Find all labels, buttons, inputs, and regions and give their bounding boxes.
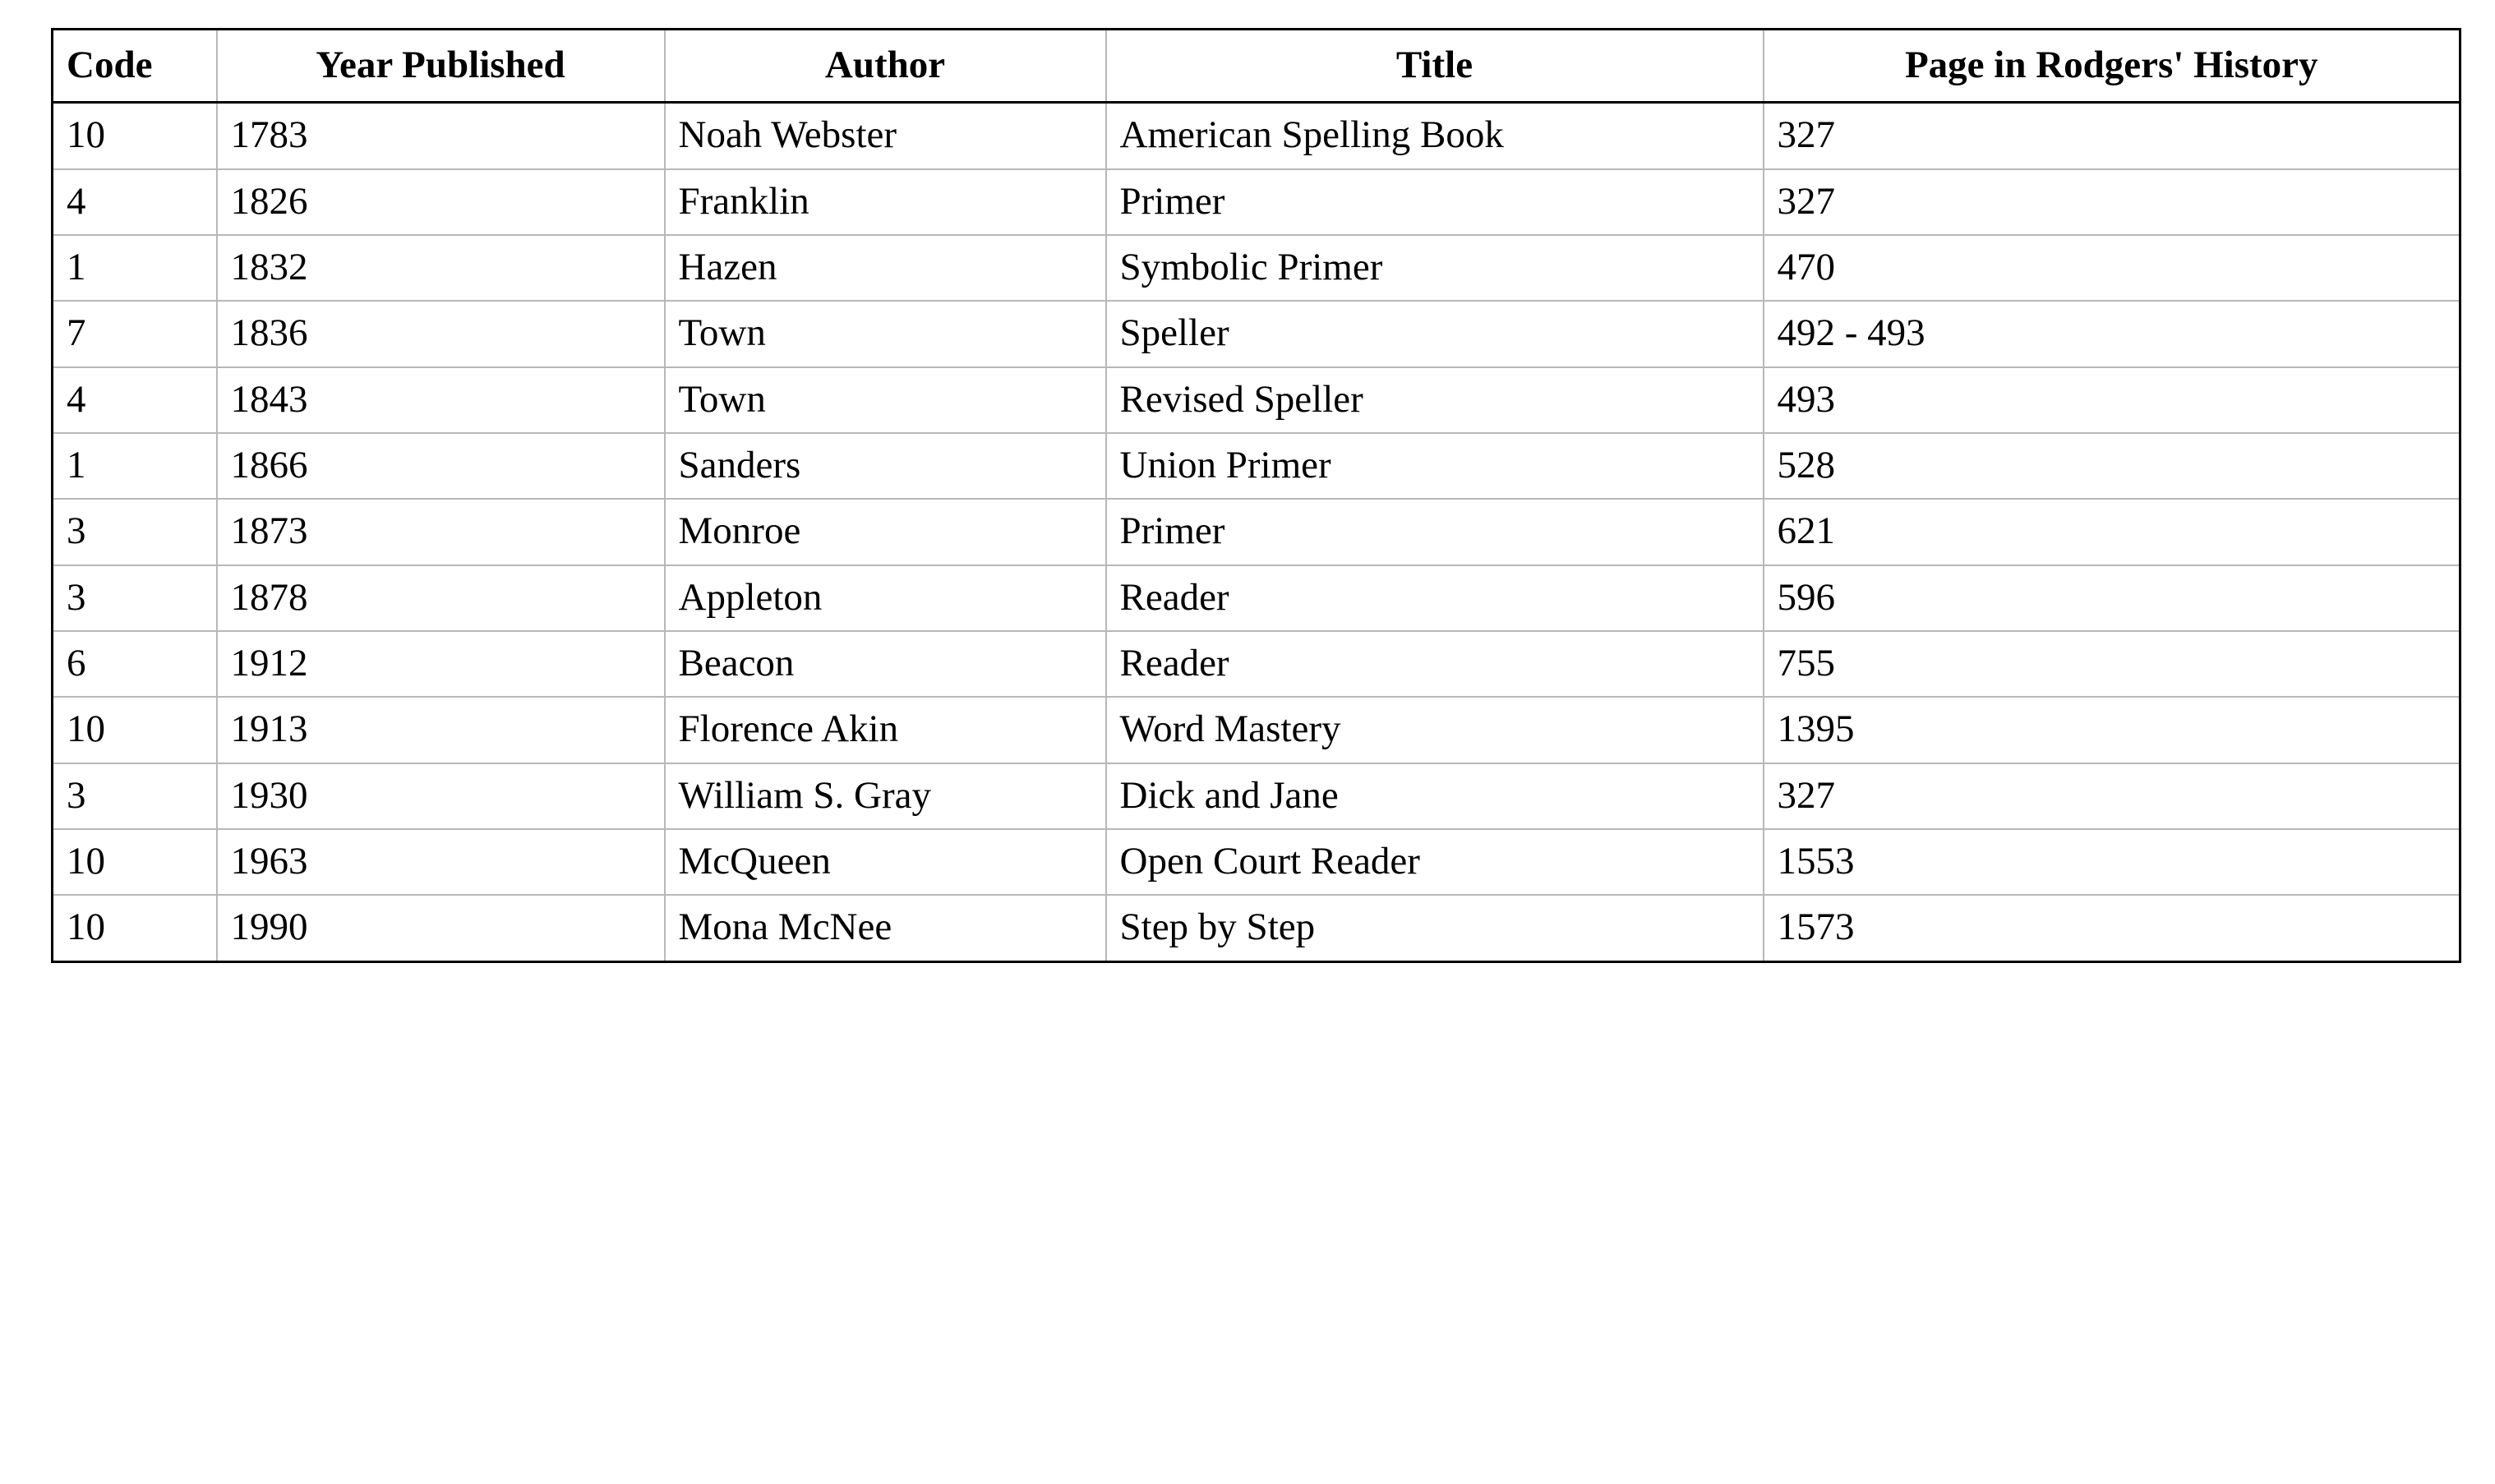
cell-title: American Spelling Book	[1106, 103, 1764, 169]
cell-code: 10	[53, 103, 217, 169]
table-row	[53, 367, 2460, 433]
cell-page: 327	[1764, 103, 2460, 169]
cell-year: 1843	[217, 367, 665, 433]
cell-year: 1913	[217, 697, 665, 763]
cell-year: 1930	[217, 763, 665, 829]
cell-page: 596	[1764, 565, 2460, 631]
column-header-title: Title	[1106, 30, 1764, 103]
cell-title: Step by Step	[1106, 895, 1764, 961]
cell-title: Open Court Reader	[1106, 829, 1764, 895]
cell-author: Beacon	[665, 631, 1106, 697]
cell-code: 10	[53, 829, 217, 895]
cell-page: 1395	[1764, 697, 2460, 763]
cell-author: Sanders	[665, 433, 1106, 499]
table-row	[53, 499, 2460, 565]
table-row	[53, 103, 2460, 169]
cell-author: Appleton	[665, 565, 1106, 631]
column-header-code: Code	[53, 30, 217, 103]
cell-title: Speller	[1106, 301, 1764, 366]
cell-code: 3	[53, 499, 217, 565]
cell-author: McQueen	[665, 829, 1106, 895]
cell-code: 10	[53, 895, 217, 961]
cell-year: 1912	[217, 631, 665, 697]
cell-page: 1573	[1764, 895, 2460, 961]
table-row	[53, 763, 2460, 829]
cell-title: Revised Speller	[1106, 367, 1764, 433]
table-row	[53, 631, 2460, 697]
table-row	[53, 433, 2460, 499]
table-row	[53, 235, 2460, 301]
cell-code: 7	[53, 301, 217, 366]
cell-page: 493	[1764, 367, 2460, 433]
reading-textbooks-table	[51, 28, 2461, 963]
cell-author: Town	[665, 301, 1106, 366]
cell-page: 755	[1764, 631, 2460, 697]
cell-author: Hazen	[665, 235, 1106, 301]
cell-author: Noah Webster	[665, 103, 1106, 169]
table-row	[53, 301, 2460, 366]
cell-author: Franklin	[665, 169, 1106, 235]
table-row	[53, 697, 2460, 763]
column-header-page-in-rodgers-history: Page in Rodgers' History	[1764, 30, 2460, 103]
cell-page: 492 - 493	[1764, 301, 2460, 366]
cell-title: Primer	[1106, 169, 1764, 235]
cell-year: 1826	[217, 169, 665, 235]
cell-page: 528	[1764, 433, 2460, 499]
cell-title: Reader	[1106, 631, 1764, 697]
cell-year: 1836	[217, 301, 665, 366]
cell-year: 1963	[217, 829, 665, 895]
column-header-year-published: Year Published	[217, 30, 665, 103]
table-header	[53, 30, 2460, 103]
cell-author: Town	[665, 367, 1106, 433]
cell-author: Mona McNee	[665, 895, 1106, 961]
table-body	[53, 103, 2460, 961]
cell-code: 10	[53, 697, 217, 763]
cell-code: 3	[53, 565, 217, 631]
cell-title: Primer	[1106, 499, 1764, 565]
cell-page: 470	[1764, 235, 2460, 301]
cell-year: 1873	[217, 499, 665, 565]
cell-author: William S. Gray	[665, 763, 1106, 829]
table-row	[53, 895, 2460, 961]
column-header-author: Author	[665, 30, 1106, 103]
cell-title: Word Mastery	[1106, 697, 1764, 763]
table-row	[53, 565, 2460, 631]
cell-page: 327	[1764, 169, 2460, 235]
cell-title: Dick and Jane	[1106, 763, 1764, 829]
cell-page: 1553	[1764, 829, 2460, 895]
cell-author: Monroe	[665, 499, 1106, 565]
cell-page: 327	[1764, 763, 2460, 829]
cell-code: 3	[53, 763, 217, 829]
cell-year: 1783	[217, 103, 665, 169]
cell-title: Reader	[1106, 565, 1764, 631]
cell-code: 4	[53, 367, 217, 433]
cell-title: Union Primer	[1106, 433, 1764, 499]
cell-code: 6	[53, 631, 217, 697]
table-header-row	[53, 30, 2460, 103]
table-row	[53, 169, 2460, 235]
cell-page: 621	[1764, 499, 2460, 565]
cell-code: 4	[53, 169, 217, 235]
table-row	[53, 829, 2460, 895]
cell-code: 1	[53, 235, 217, 301]
cell-title: Symbolic Primer	[1106, 235, 1764, 301]
cell-year: 1866	[217, 433, 665, 499]
cell-author: Florence Akin	[665, 697, 1106, 763]
cell-year: 1832	[217, 235, 665, 301]
cell-code: 1	[53, 433, 217, 499]
cell-year: 1990	[217, 895, 665, 961]
cell-year: 1878	[217, 565, 665, 631]
